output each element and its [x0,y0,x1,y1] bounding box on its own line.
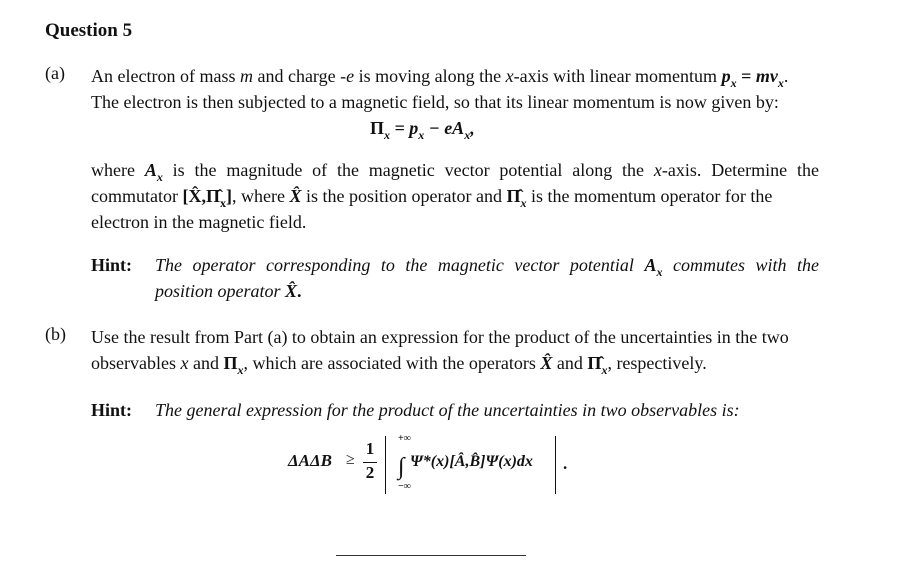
part-a-line4: commutator $[X̂,\Pî_x]$, where X̂ is the position operator and $\Pî_x$ is the momentum operator for the [91,186,773,210]
part-b-hint-label: Hint: [91,400,133,420]
integral-sign: ∫ [398,454,405,480]
formula-lhs: ΔAΔB [288,451,332,470]
abs-bar-left [385,436,386,494]
part-a-line2: The electron is then subjected to a magnetic field, so that its linear momentum is now given by: [91,92,779,112]
fraction-denominator: 2 [365,463,375,482]
part-a-line5: electron in the magnetic field. [91,212,307,232]
part-a-hint-label: Hint: [91,255,133,275]
formula-period: . [563,454,568,473]
part-b-line1: Use the result from Part (a) to obtain an expression for the product of the uncertainties in the two [91,327,789,347]
formula-geq: ≥ [346,451,355,468]
fraction-numerator: 1 [365,439,375,458]
integral-upper-limit: +∞ [398,433,411,444]
part-b-hint-text: The general expression for the product of the uncertainties in two observables is: [155,400,740,420]
part-a-line1: An electron of mass m and charge -e is moving along the x-axis with linear momentum $p_x = mv_x$. [91,66,789,90]
integrand: Ψ*(x)[Â,B̂]Ψ(x)dx [410,453,533,470]
momentum-equation: $\Pi_x = p_x - eA_x$, [370,118,475,142]
integral-lower-limit: −∞ [398,481,411,492]
abs-bar-right [555,436,556,494]
part-b-label: (b) [45,324,66,344]
part-b-line2: observables x and $\Pi_x$, which are associated with the operators X̂ and $\Pî_x$, respectively. [91,353,707,377]
part-a-line3: where $A_x$ is the magnitude of the magnetic vector potential along the x-axis. Determine the [91,160,819,184]
part-a-hint-line1: The operator corresponding to the magnetic vector potential $A_x$ commutes with the [155,255,819,279]
part-a-label: (a) [45,63,65,83]
bottom-divider [336,555,526,556]
question-title: Question 5 [45,20,133,41]
part-a-hint-line2: position operator X̂. [155,281,302,301]
